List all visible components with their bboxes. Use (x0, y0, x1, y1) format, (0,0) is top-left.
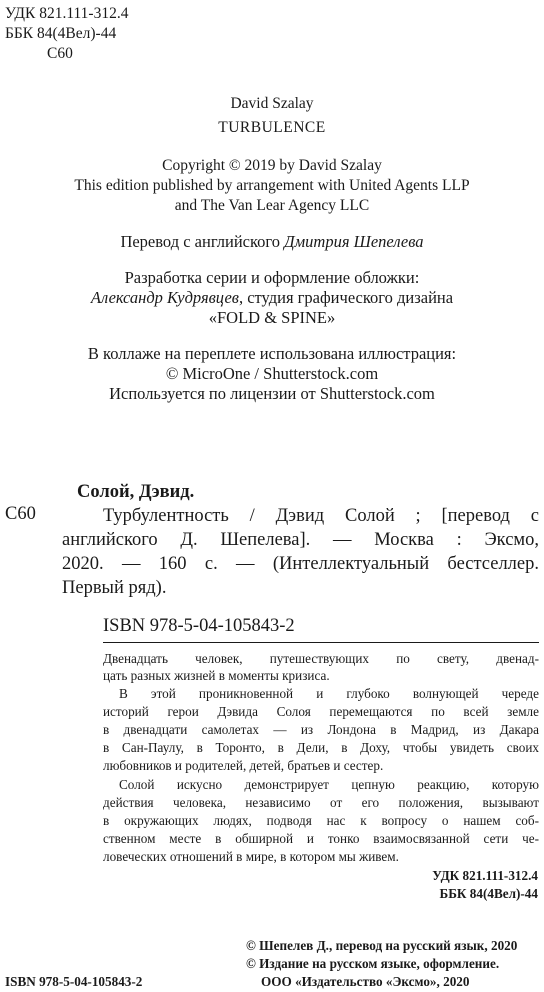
illustration-line-1: В коллаже на переплете использована иллюстрация: (87, 344, 457, 363)
annotation-p3-line-3: в окружающих людях, подводя нас к вопросу о нашем соб- (103, 813, 539, 828)
original-title: TURBULENCE (218, 119, 326, 136)
bbk-code-top: ББК 84(4Вел)-44 (5, 25, 117, 42)
catalog-line-2: английского Д. Шепелева]. — Москва : Эксмо, (62, 530, 539, 550)
author-mark-top: С60 (47, 45, 73, 62)
annotation-p2-line-5: любовников и родителей, детей, братьев и сестер. (103, 758, 384, 773)
original-author: David Szalay (230, 95, 314, 112)
design-line-2 (0, 288, 544, 308)
copyright-line-1: Copyright © 2019 by David Szalay (162, 157, 382, 174)
annotation-p3-line-2: действия человека, независимо от его положения, вызывают (103, 795, 539, 810)
illustration-line-2: © MicroOne / Shutterstock.com (165, 364, 379, 383)
annotation-divider (103, 642, 539, 643)
annotation-p3-line-5: ловеческих отношений в мире, в котором мы живем. (103, 849, 399, 864)
translator-name: Дмитрия Шепелева (284, 232, 424, 251)
annotation-p3-line-4: ственном месте в обширной и тонко взаимосвязанной сети че- (103, 831, 539, 846)
design-studio-text: , студия графического дизайна (238, 288, 454, 307)
footer-isbn: ISBN 978-5-04-105843-2 (5, 974, 143, 989)
catalog-line-1: Турбулентность / Дэвид Солой ; [перевод с (103, 506, 539, 526)
catalog-heading: Солой, Дэвид. (77, 482, 195, 502)
copyright-line-3: and The Van Lear Agency LLC (174, 197, 370, 214)
annotation-p3-line-1: Солой искусно демонстрирует цепную реакцию, которую (119, 777, 539, 792)
translation-prefix: Перевод с английского (120, 232, 285, 251)
catalog-line-4: Первый ряд). (62, 578, 167, 598)
annotation-p1-line-1: Двенадцать человек, путешествующих по свету, двенад- (103, 651, 539, 666)
annotation-p2-line-3: в двенадцати самолетах — из Лондона в Мадрид, из Дакара (103, 722, 539, 737)
bbk-code-bottom: ББК 84(4Вел)-44 (439, 886, 538, 901)
annotation-p2-line-1: В этой проникновенной и глубоко волнующей череде (119, 686, 539, 701)
rights-publisher: ООО «Издательство «Эксмо», 2020 (261, 974, 470, 989)
catalog-author-mark: С60 (5, 504, 36, 524)
designer-name: Александр Кудрявцев (90, 288, 239, 307)
udk-code-top: УДК 821.111-312.4 (5, 5, 129, 22)
illustration-line-3: Используется по лицензии от Shutterstock.com (109, 384, 435, 403)
annotation-p2-line-2: историй герои Дэвида Солоя перемещаются по всей земле (103, 704, 539, 719)
translation-credit (0, 232, 544, 252)
annotation-p1-line-2: цать разных жизней в моменты кризиса. (103, 668, 330, 683)
annotation-p2-line-4: в Сан-Паулу, в Торонто, в Дели, в Доху, чтобы увидеть своих (103, 740, 539, 755)
catalog-line-3: 2020. — 160 с. — (Интеллектуальный бестселлер. (62, 554, 539, 574)
catalog-isbn: ISBN 978-5-04-105843-2 (103, 616, 295, 636)
design-studio-name: «FOLD & SPINE» (208, 308, 336, 327)
rights-translation: © Шепелев Д., перевод на русский язык, 2020 (246, 938, 518, 953)
copyright-line-2: This edition published by arrangement with United Agents LLP (74, 177, 470, 194)
udk-code-bottom: УДК 821.111-312.4 (432, 868, 538, 883)
design-line-1: Разработка серии и оформление обложки: (124, 268, 420, 287)
rights-edition: © Издание на русском языке, оформление. (246, 956, 500, 971)
